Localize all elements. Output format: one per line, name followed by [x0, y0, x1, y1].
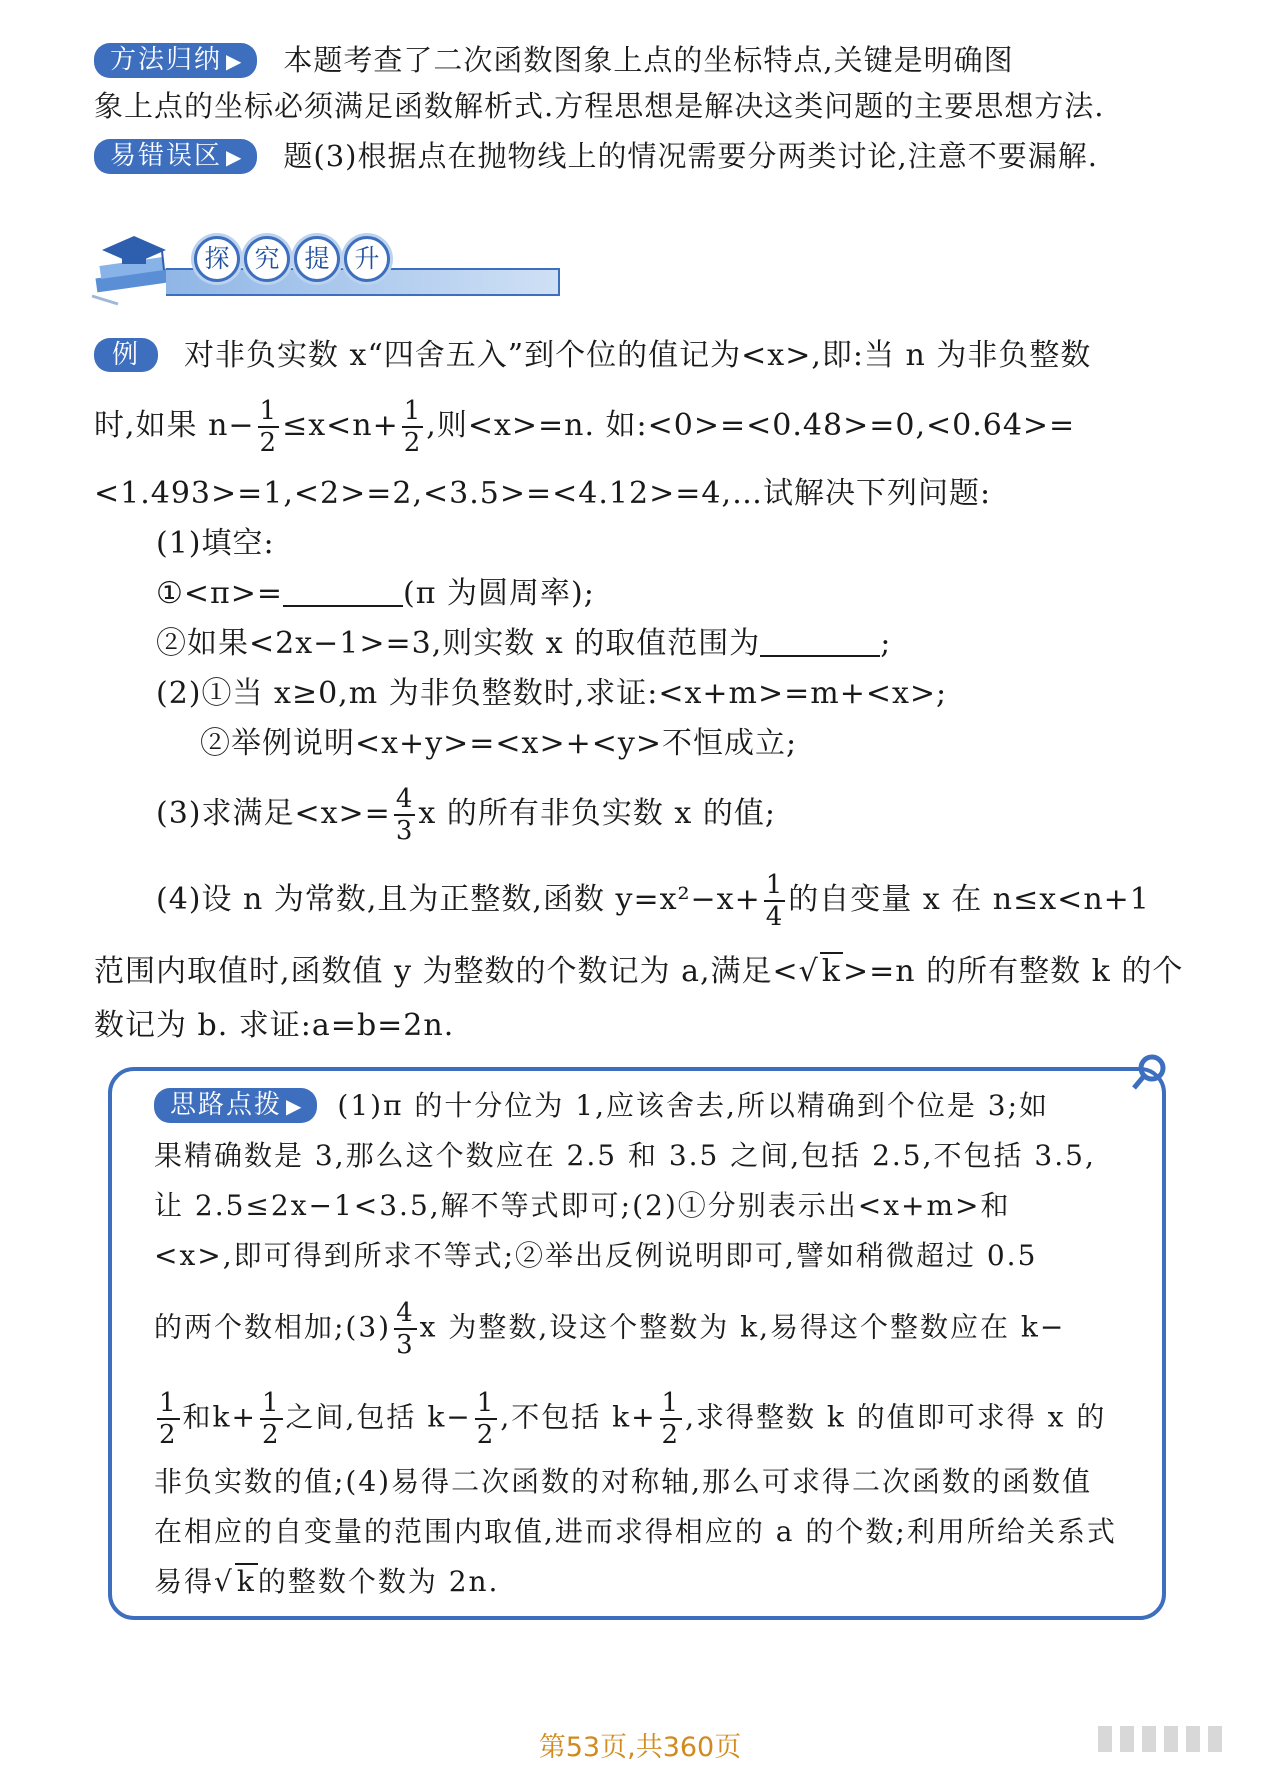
fraction: $\frac{4}{3}$ — [395, 784, 414, 846]
fraction: $\frac{1}{2}$ — [259, 396, 278, 458]
hint-tag: 思路点拨 ▶ — [154, 1088, 317, 1123]
question-4-line2: 范围内取值时,函数值 y 为整数的个数记为 a,满足<√ k>=n 的所有整数 k 的个 — [94, 954, 1184, 989]
hint-line8: 在相应的自变量的范围内取值,进而求得相应的 a 的个数;利用所给关系式 — [154, 1515, 1117, 1548]
common-mistakes-tag: 易错误区 ▶ — [94, 139, 257, 174]
hint-line2: 果精确数是 3,那么这个数应在 2.5 和 3.5 之间,包括 2.5,不包括 3.5, — [154, 1139, 1096, 1172]
hint-line9: 易得√ k的整数个数为 2n. — [154, 1565, 500, 1598]
fraction: $\frac{1}{2}$ — [159, 1388, 178, 1450]
example-line3: <1.493>=1,<2>=2,<3.5>=<4.12>=4,…试解决下列问题: — [94, 476, 992, 511]
fraction: $\frac{1}{2}$ — [661, 1388, 681, 1450]
example-tag: 例 — [94, 338, 158, 372]
example-line1: 例 对非负实数 x“四舍五入”到个位的值记为<x>,即:当 n 为非负整数 — [94, 336, 1194, 376]
common-mistakes — [94, 136, 1189, 176]
page-number: 第53页,共360页 — [538, 1732, 742, 1763]
answer-blank — [283, 575, 403, 607]
hint-line4: <x>,即可得到所求不等式;②举出反例说明即可,譬如稍微超过 0.5 — [154, 1239, 1038, 1272]
question-2-1: (2)①当 x≥0,m 为非负整数时,求证:<x+m>=m+<x>; — [156, 676, 948, 711]
hint-line3: 让 2.5≤2x−1<3.5,解不等式即可;(2)①分别表示出<x+m>和 — [154, 1189, 1011, 1222]
question-1: (1)填空: — [156, 526, 275, 561]
question-4: (4)设 n 为常数,且为正整数,函数 y=x²−x+ $\frac{1}{4}$ 的自变量 x 在 n≤x<n+1 — [156, 870, 1150, 932]
fraction: $\frac{4}{3}$ — [396, 1298, 415, 1360]
hint-line6: $\frac{1}{2}$ 和k+ $\frac{1}{2}$ 之间,包括 k− $\frac{1}{2}$ ,不包括 k+ $\frac{1}{2}$ ,求得整数 k 的值即可求得 x 的 — [159, 1388, 1107, 1450]
section-banner — [88, 220, 478, 310]
hint-line5: 的两个数相加;(3) $\frac{4}{3}$ x 为整数,设这个整数为 k,易得这个整数应在 k− — [154, 1298, 1066, 1360]
method-summary-tag: 方法归纳 ▶ — [94, 43, 257, 78]
fraction: $\frac{1}{4}$ — [765, 870, 784, 932]
play-arrow-icon: ▶ — [226, 145, 244, 169]
banner-char-2: 究 — [244, 236, 290, 282]
question-4-line3: 数记为 b. 求证:a=b=2n. — [94, 1008, 455, 1043]
fraction: $\frac{1}{2}$ — [261, 1388, 281, 1450]
graduation-cap-books-icon — [88, 220, 188, 310]
question-1-1: ①<π>= (π 为圆周率); — [156, 576, 595, 611]
question-3: (3)求满足<x>= $\frac{4}{3}$ x 的所有非负实数 x 的值; — [156, 784, 776, 846]
banner-char-3: 提 — [294, 236, 340, 282]
common-mistakes-text: 题(3)根据点在抛物线上的情况需要分两类讨论,注意不要漏解. — [283, 139, 1098, 173]
play-arrow-icon: ▶ — [286, 1094, 304, 1118]
method-summary — [94, 40, 1189, 80]
answer-blank — [760, 625, 880, 657]
fraction: $\frac{1}{2}$ — [403, 396, 422, 458]
question-2-2: ②举例说明<x+y>=<x>+<y>不恒成立; — [200, 726, 798, 761]
play-arrow-icon: ▶ — [226, 49, 244, 73]
page-edge-marks-icon — [1098, 1722, 1248, 1762]
question-1-2: ②如果<2x−1>=3,则实数 x 的取值范围为 ; — [156, 626, 892, 661]
hint-line1: 思路点拨 ▶ (1)π 的十分位为 1,应该舍去,所以精确到个位是 3;如 — [154, 1086, 1134, 1126]
hint-line7: 非负实数的值;(4)易得二次函数的对称轴,那么可求得二次函数的函数值 — [154, 1465, 1092, 1498]
fraction: $\frac{1}{2}$ — [476, 1388, 496, 1450]
example-line2: 时,如果 n− $\frac{1}{2}$ ≤x<n+ $\frac{1}{2}$ ,则<x>=n. 如:<0>=<0.48>=0,<0.64>= — [94, 396, 1076, 458]
banner-char-1: 探 — [194, 236, 240, 282]
method-summary-line1: 本题考查了二次函数图象上点的坐标特点,关键是明确图 — [283, 43, 1014, 77]
paperclip-icon — [1130, 1052, 1170, 1092]
method-summary-line2: 象上点的坐标必须满足函数解析式.方程思想是解决这类问题的主要思想方法. — [94, 89, 1105, 123]
banner-char-4: 升 — [344, 236, 390, 282]
